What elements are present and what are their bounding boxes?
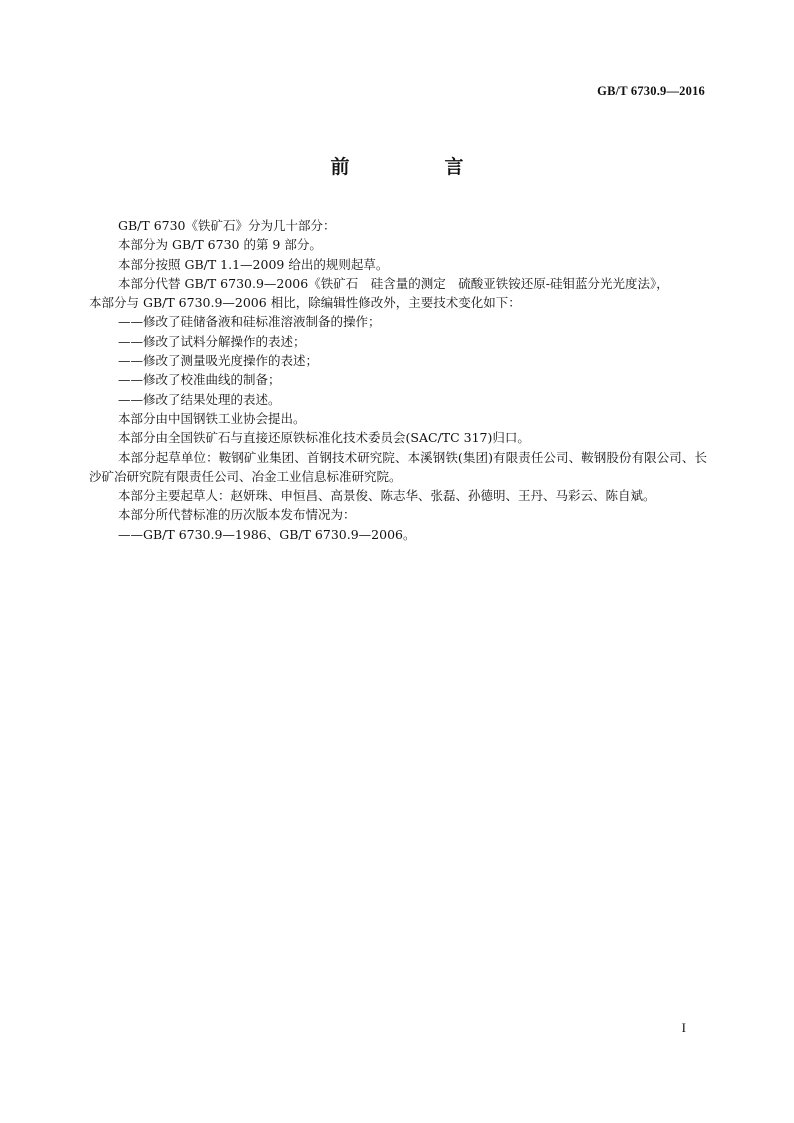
list-item: ——修改了硅储备液和硅标准溶液制备的操作； (118, 314, 381, 330)
list-item: ——修改了校准曲线的制备； (118, 372, 281, 388)
list-item: ——修改了测量吸光度操作的表述； (118, 353, 319, 369)
paragraph: GB/T 6730《铁矿石》分为几十部分： (118, 218, 336, 233)
paragraph: 本部分代替 GB/T 6730.9—2006《铁矿石 硅含量的测定 硫酸亚铁铵还原-硅钼蓝分光光度法》， (118, 275, 669, 291)
list-item: ——修改了结果处理的表述。 (118, 391, 281, 407)
foreword-body (89, 216, 707, 544)
paragraph: 本部分由全国铁矿石与直接还原铁标准化技术委员会(SAC/TC 317)归口。 (118, 430, 530, 446)
paragraph: 本部分为 GB/T 6730 的第 9 部分。 (118, 237, 322, 253)
paragraph: 本部分所代替标准的历次版本发布情况为： (118, 507, 356, 523)
paragraph: 本部分主要起草人：赵妍珠、申恒昌、高景俊、陈志华、张磊、孙德明、王丹、马彩云、陈自斌。 (118, 488, 656, 504)
paragraph: 本部分由中国钢铁工业协会提出。 (118, 410, 306, 426)
page-title: 前 言 (330, 156, 502, 178)
list-item: ——GB/T 6730.9—1986、GB/T 6730.9—2006。 (118, 526, 416, 542)
paragraph: 本部分与 GB/T 6730.9—2006 相比，除编辑性修改外，主要技术变化如下： (89, 295, 521, 311)
paragraph: 本部分起草单位：鞍钢矿业集团、首钢技术研究院、本溪钢铁(集团)有限责任公司、鞍钢股份有限公司、长沙矿冶研究院有限责任公司、冶金工业信息标准研究院。 (89, 449, 707, 484)
list-item: ——修改了试料分解操作的表述； (118, 333, 306, 349)
paragraph: 本部分按照 GB/T 1.1—2009 给出的规则起草。 (118, 256, 389, 272)
page-number: I (681, 1020, 686, 1035)
standard-code: GB/T 6730.9—2016 (597, 84, 705, 98)
